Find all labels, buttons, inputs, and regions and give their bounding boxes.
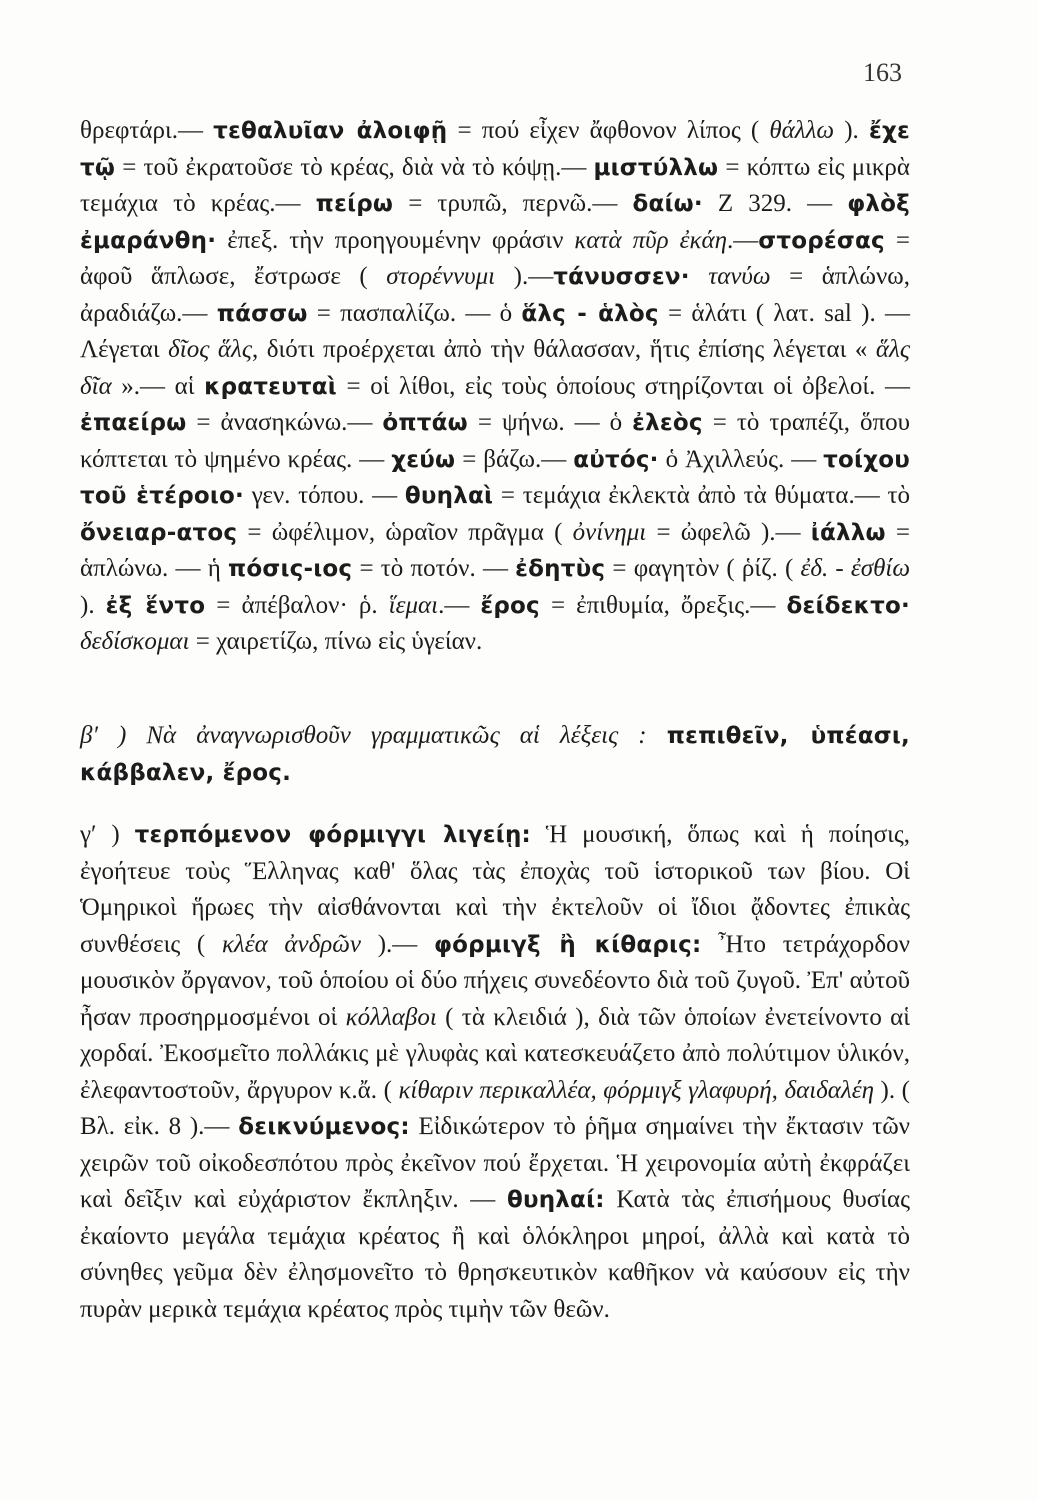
text-run xyxy=(690,263,709,290)
headword: τοίχου τοῦ ἑτέροιο· xyxy=(80,446,910,509)
page-number: 163 xyxy=(863,58,902,87)
headword: ὀπτάω xyxy=(382,410,468,436)
text-run: = πασπαλίζω. — ὁ xyxy=(307,299,522,327)
text-run: ). ( Βλ. εἰκ. 8 ).— xyxy=(80,1076,910,1140)
headword: ἅλς - ἁλὸς xyxy=(521,300,659,327)
headword: ἐλεὸς xyxy=(632,410,703,436)
headword: ὄνειαρ-ατος xyxy=(80,519,238,546)
text-run: = τρυπῶ, περνῶ.— xyxy=(393,190,633,217)
text-run: Κατὰ τὰς ἐπισήμους θυσίας ἐκαίοντο μεγάλα τεμάχια κρέατος ἢ καὶ ὁλόκληροι μηροί, ἀλλὰ καὶ κατὰ τὸ σύνηθες γεῦμα δὲν ἐλησμονεῖτο τὸ θρησκευτικὸν καθῆκον νὰ καύσουν εἰς τὴν πυρὰν μερικὰ τεμάχια κρέατος πρὸς τιμὴν τῶν θεῶν. xyxy=(80,1186,910,1323)
text-run: .— xyxy=(727,226,759,254)
headword: δείδεκτο· xyxy=(786,592,910,619)
headword: ἰάλλω xyxy=(810,519,886,546)
text-run: = φαγητὸν ( ῥίζ. ( xyxy=(605,555,801,582)
italic-term: κλέα ἀνδρῶν xyxy=(221,930,362,958)
text-run: = βάζω.— xyxy=(455,445,574,473)
text-run: = ἐπιθυμία, ὄρεξις.— xyxy=(539,591,787,619)
headword: ἔχε τῷ xyxy=(80,118,910,181)
exercise-gamma-paragraph xyxy=(80,817,910,1328)
text-run: = ἀπέβαλον· ῥ. xyxy=(205,591,389,619)
text-run: ).— xyxy=(361,930,434,958)
italic-term: κατὰ πῦρ ἐκάη xyxy=(574,226,728,254)
headword: δεικνύμενος: xyxy=(238,1114,410,1140)
headword: θυηλαὶ xyxy=(404,483,494,509)
text-run: Ζ 329. — xyxy=(702,190,848,217)
text-run: = ὠφέλιμον, ὡραῖον πρᾶγμα ( xyxy=(237,518,573,546)
italic-term: δεδίσκομαι xyxy=(80,628,190,655)
text-run: = ἁπλώνω. — ἡ xyxy=(80,518,910,582)
headword: τάνυσσεν· xyxy=(553,264,690,290)
italic-term: ὀνίνημι xyxy=(572,518,647,546)
text-run: = τοῦ ἐκρατοῦσε τὸ κρέας, διὰ νὰ τὸ κόψῃ.— xyxy=(115,153,594,181)
italic-term: κόλλαβοι xyxy=(345,1003,437,1031)
text-run: = ψήνω. — ὁ xyxy=(467,409,633,436)
text-run: Εἰδικώτερον τὸ ῥῆμα σημαίνει τὴν ἔκτασιν τῶν χειρῶν τοῦ οἰκοδεσπότου πρὸς ἐκεῖνον πού ἔρχεται. Ἡ χειρονομία αὐτὴ ἐκφράζει καὶ δεῖξιν καὶ εὐχάριστον ἔκπληξιν. — xyxy=(80,1113,910,1213)
text-run: θρεφτάρι.— xyxy=(80,117,214,144)
text-run: = ἀφοῦ ἅπλωσε, ἔστρωσε ( xyxy=(80,226,910,290)
headword: δαίω· xyxy=(632,191,703,217)
text-run: ).— xyxy=(495,263,554,290)
text-run: = οἱ λίθοι, εἰς τοὺς ὁποίους στηρίζονται οἱ ὀβελοί. — xyxy=(336,372,910,400)
text-run: = ὠφελῶ ).— xyxy=(646,518,811,546)
headword: ἐπαείρω xyxy=(80,410,187,436)
headword: χεύω xyxy=(391,446,456,473)
text-run: ). xyxy=(834,117,869,144)
text-run: Ἦτο τετράχορδον μουσικὸν ὄργανον, τοῦ ὁποίου οἱ δύο πήχεις συνεδέοντο διὰ τοῦ ζυγοῦ. Ἐπ' αὐτοῦ ἦσαν προσηρμοσμένοι οἱ xyxy=(80,930,910,1031)
text-run: ). xyxy=(80,591,106,619)
italic-term: στορέννυμι xyxy=(386,263,496,290)
headword: τεθαλυῖαν ἀλοιφῇ xyxy=(213,118,448,144)
italic-term: δῖος ἅλς xyxy=(168,336,252,363)
headword: πεπιθεῖν, ὑπέασι, κάββαλεν, ἔρος. xyxy=(80,723,910,786)
headword: ἔρος xyxy=(480,592,540,619)
headword: φόρμιγξ ἢ κίθαρις: xyxy=(433,931,702,958)
text-run: γεν. τόπου. — xyxy=(243,482,405,509)
text-run: ( τὰ κλειδιά ), διὰ τῶν ὁποίων ἐνετείνοντο αἱ χορδαί. Ἐκοσμεῖτο πολλάκις μὲ γλυφὰς καὶ κατεσκευάζετο ἀπὸ πολύτιμον ὑλικόν, ἐλεφαντοστοῦν, ἄργυρον κ.ἄ. ( xyxy=(80,1003,910,1104)
exercise-beta-paragraph xyxy=(80,718,910,791)
text-run: = κόπτω εἰς μικρὰ τεμάχια τὸ κρέας.— xyxy=(80,153,910,217)
italic-term: θάλλω xyxy=(769,117,835,144)
exercise-beta-text xyxy=(80,718,910,791)
text-run: = τεμάχια ἐκλεκτὰ ἀπὸ τὰ θύματα.— τὸ xyxy=(493,482,911,509)
exercise-gamma-text xyxy=(80,817,910,1328)
italic-term: ἵεμαι xyxy=(388,591,439,619)
text-run: = χαιρετίζω, πίνω εἰς ὑγείαν. xyxy=(189,628,483,655)
headword: μιστύλλω xyxy=(593,154,719,181)
glossary-text xyxy=(80,113,910,661)
headword: πόσις-ιος xyxy=(228,556,353,582)
text-run: ἐπεξ. τὴν προηγουμένην φράσιν xyxy=(216,226,575,254)
headword: ἐδητὺς xyxy=(515,556,606,582)
headword: πάσσω xyxy=(216,300,308,327)
italic-term: τανύω xyxy=(708,263,771,290)
text-run: = τὸ τραπέζι, ὅπου κόπτεται τὸ ψημένο κρέας. — xyxy=(80,409,910,473)
headword: τερπόμενον φόρμιγγι λιγείῃ: xyxy=(134,822,531,848)
headword: αὐτός· xyxy=(573,446,659,473)
text-run: ».— αἱ xyxy=(111,372,205,400)
text-run: = τὸ ποτόν. — xyxy=(352,555,516,582)
headword: θυηλαί: xyxy=(507,1187,605,1213)
text-run: = πού εἶχεν ἄφθονον λίπος ( xyxy=(447,117,770,144)
text-run: = ἀνασηκώνω.— xyxy=(186,409,383,436)
headword: πείρω xyxy=(315,191,394,217)
italic-term: ἅλς δῖα xyxy=(80,336,910,400)
headword: στορέσας xyxy=(758,227,885,254)
text-run: = ἁλάτι ( λατ. sal ). — Λέγεται xyxy=(80,299,910,363)
text-run: γ′ ) xyxy=(80,821,135,848)
headword: ἐξ ἕντο xyxy=(105,592,206,619)
text-run: ὁ Ἀχιλλεύς. — xyxy=(658,445,824,473)
headword: φλὸξ ἐμαράνθη· xyxy=(80,191,910,254)
text-run: .— xyxy=(438,591,481,619)
italic-term: ἐδ. - ἐσθίω xyxy=(800,555,910,582)
headword: κρατευταὶ xyxy=(204,373,337,400)
glossary-paragraph xyxy=(80,113,910,661)
text-run: , διότι προέρχεται ἀπὸ τὴν θάλασσαν, ἥτις ἐπίσης λέγεται « xyxy=(251,336,876,363)
text-run: = ἁπλώνω, ἀραδιάζω.— xyxy=(80,263,911,327)
italic-term: κίθαριν περικαλλέα, φόρμιγξ γλαφυρή, δαιδαλέη xyxy=(398,1076,874,1104)
text-run: Ἡ μουσική, ὅπως καὶ ἡ ποίησις, ἐγοήτευε τοὺς Ἕλληνας καθ' ὅλας τὰς ἐποχὰς τοῦ ἱστορικοῦ των βίου. Οἱ Ὁμηρικοὶ ἥρωες τὴν αἰσθάνονται καὶ τὴν ἐκτελοῦν οἱ ἴδιοι ᾄδοντες ἐπικὰς συνθέσεις ( xyxy=(80,821,910,958)
italic-term: β′ ) Νὰ ἀναγνωρισθοῦν γραμματικῶς αἱ λέξεις : xyxy=(80,722,667,749)
